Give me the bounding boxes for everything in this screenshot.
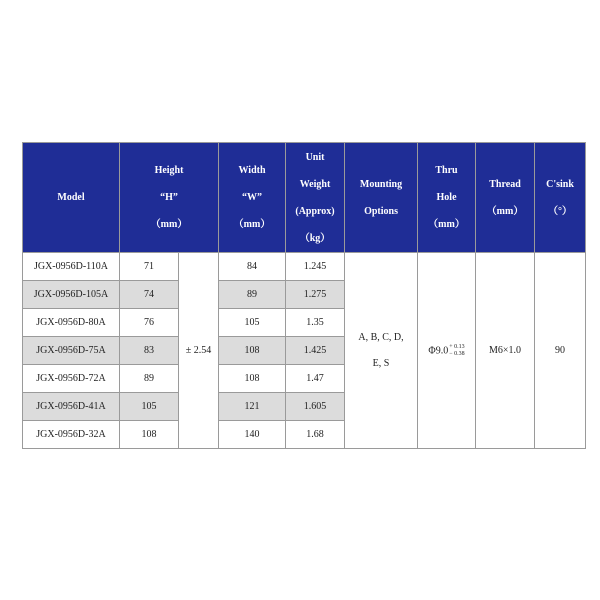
header-weight-line4: （kg）: [299, 232, 331, 244]
header-weight-line3: (Approx): [295, 205, 335, 217]
height-tolerance-cell: ± 2.54: [179, 253, 219, 449]
model-cell: JGX-0956D-75A: [23, 337, 120, 365]
width-cell: 108: [219, 337, 286, 365]
height-cell: 105: [120, 393, 179, 421]
height-cell: 76: [120, 309, 179, 337]
table-row: [23, 253, 586, 281]
width-cell: 89: [219, 281, 286, 309]
header-csink: [535, 143, 586, 253]
height-cell: 83: [120, 337, 179, 365]
weight-cell: 1.605: [286, 393, 345, 421]
header-mounting: [345, 143, 418, 253]
mounting-line2: E, S: [372, 357, 390, 369]
header-width-line3: （mm）: [233, 219, 271, 230]
header-mounting-line2: Options: [364, 205, 398, 217]
model-cell: JGX-0956D-72A: [23, 365, 120, 393]
model-cell: JGX-0956D-105A: [23, 281, 120, 309]
header-height-line2: “H”: [160, 192, 178, 203]
header-height: [120, 143, 219, 253]
model-cell: JGX-0956D-80A: [23, 309, 120, 337]
mounting-line1: A, B, C, D,: [358, 331, 404, 343]
width-cell: 84: [219, 253, 286, 281]
mounting-options-cell: [345, 253, 418, 449]
csink-cell: 90: [535, 253, 586, 449]
thru-hole-tolerance: [449, 344, 464, 358]
height-cell: 71: [120, 253, 179, 281]
header-mounting-line1: Mounting: [359, 178, 403, 190]
height-cell: 74: [120, 281, 179, 309]
weight-cell: 1.35: [286, 309, 345, 337]
model-cell: JGX-0956D-41A: [23, 393, 120, 421]
thru-hole-cell: [418, 253, 476, 449]
header-weight-line1: Unit: [305, 151, 325, 163]
weight-cell: 1.425: [286, 337, 345, 365]
thru-hole-tol-plus: + 0.13: [449, 343, 465, 350]
header-width-line2: “W”: [242, 192, 263, 203]
weight-cell: 1.47: [286, 365, 345, 393]
weight-cell: 1.68: [286, 421, 345, 449]
header-weight-line2: Weight: [299, 178, 331, 190]
width-cell: 121: [219, 393, 286, 421]
spec-table: [22, 142, 586, 449]
width-cell: 108: [219, 365, 286, 393]
header-thru-line3: （mm）: [428, 219, 465, 230]
header-width-line1: Width: [238, 165, 266, 176]
header-thru-hole: [418, 143, 476, 253]
header-thread-line1: Thread: [489, 178, 521, 190]
header-height-line1: Height: [154, 165, 184, 176]
header-thru-line2: Hole: [436, 192, 457, 203]
header-thread: [476, 143, 535, 253]
width-cell: 105: [219, 309, 286, 337]
header-row: [23, 143, 586, 253]
width-cell: 140: [219, 421, 286, 449]
header-csink-line2: （°）: [548, 205, 573, 217]
height-cell: 89: [120, 365, 179, 393]
header-model: [23, 143, 120, 253]
height-cell: 108: [120, 421, 179, 449]
thru-hole-base: Φ9.0: [428, 344, 449, 356]
model-cell: JGX-0956D-32A: [23, 421, 120, 449]
header-model-label: Model: [57, 192, 85, 203]
thru-hole-tol-minus: − 0.38: [449, 350, 465, 357]
weight-cell: 1.275: [286, 281, 345, 309]
header-thru-line1: Thru: [435, 165, 458, 176]
thread-cell: M6×1.0: [476, 253, 535, 449]
header-csink-line1: C'sink: [546, 178, 574, 190]
weight-cell: 1.245: [286, 253, 345, 281]
header-width: [219, 143, 286, 253]
model-cell: JGX-0956D-110A: [23, 253, 120, 281]
header-thread-line2: （mm）: [486, 205, 524, 217]
header-height-line3: （mm）: [150, 219, 188, 230]
header-weight: [286, 143, 345, 253]
